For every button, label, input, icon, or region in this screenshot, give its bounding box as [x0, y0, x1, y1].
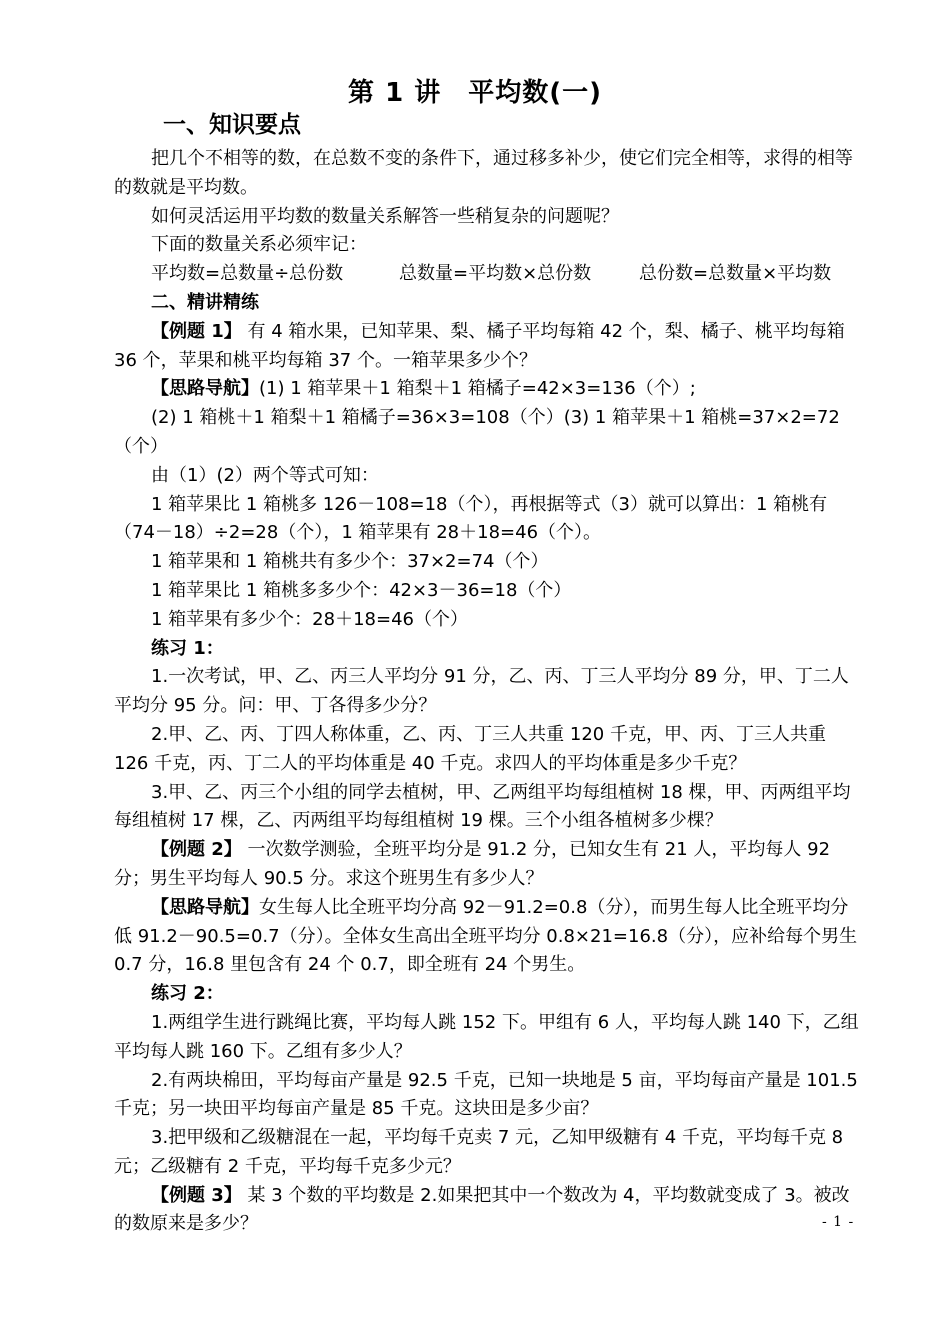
example-3-label: 【例题 3】 [151, 1184, 242, 1206]
section-heading-knowledge: 一、知识要点 [163, 112, 301, 138]
example-2-text: 一次数学测验，全班平均分是 91.2 分，已知女生有 21 人，平均每人 92 分；男生平均每人 90.5 分。求这个班男生有多少人？ [114, 839, 831, 889]
definition-paragraph: 把几个不相等的数，在总数不变的条件下，通过移多补少，使它们完全相等，求得的相等的数就是平均数。 [114, 148, 853, 198]
navigation-2-label: 【思路导航】 [151, 896, 259, 918]
example-2 [114, 836, 862, 894]
document-body [114, 145, 862, 1239]
navigation-1-line-5: 1 箱苹果和 1 箱桃共有多少个：37×2=74（个） [151, 551, 549, 573]
practice-2-item-2: 2.有两块棉田，平均每亩产量是 92.5 千克，已知一块地是 5 亩，平均每亩产量是 101.5 千克；另一块田平均每亩产量是 85 千克。这块田是多少亩？ [114, 1069, 858, 1120]
remember-paragraph: 下面的数量关系必须牢记： [151, 234, 367, 256]
formula-parts: 总份数=总数量×平均数 [639, 263, 832, 285]
navigation-1-line-1: 【思路导航】(1) 1 箱苹果＋1 箱梨＋1 箱橘子=42×3=136（个）; [151, 378, 696, 400]
practice-2-item-1: 1.两组学生进行跳绳比赛，平均每人跳 152 下。甲组有 6 人，平均每人跳 140 下，乙组平均每人跳 160 下。乙组有多少人？ [114, 1011, 859, 1062]
practice-2-label: 练习 2： [151, 983, 224, 1005]
example-3 [114, 1182, 862, 1240]
lecture-title: 第 1 讲 平均数(一) [348, 78, 602, 108]
navigation-1-line-6: 1 箱苹果比 1 箱桃多多少个：42×3－36=18（个） [151, 579, 572, 601]
navigation-1-label: 【思路导航】 [151, 378, 259, 400]
navigation-2 [114, 894, 862, 980]
section-heading-practice: 二、精讲精练 [151, 291, 259, 313]
formula-average: 平均数=总数量÷总份数 [151, 263, 344, 285]
example-3-text: 某 3 个数的平均数是 2.如果把其中一个数改为 4，平均数就变成了 3。被改的数原来是多少？ [114, 1184, 850, 1235]
question-paragraph: 如何灵活运用平均数的数量关系解答一些稍复杂的问题呢？ [151, 205, 619, 227]
page-number: - 1 - [822, 1214, 855, 1230]
navigation-1-line-7: 1 箱苹果有多少个：28＋18=46（个） [151, 608, 468, 630]
formula-row [114, 260, 862, 289]
example-1-text: 有 4 箱水果，已知苹果、梨、橘子平均每箱 42 个，梨、橘子、桃平均每箱 36 个，苹果和桃平均每箱 37 个。一箱苹果多少个？ [114, 320, 845, 371]
practice-1-label: 练习 1： [151, 637, 224, 659]
navigation-1-line-2: (2) 1 箱桃＋1 箱梨＋1 箱橘子=36×3=108（个）(3) 1 箱苹果＋1 箱桃=37×2=72（个） [114, 407, 840, 457]
example-2-label: 【例题 2】 [151, 839, 242, 861]
formula-total: 总数量=平均数×总份数 [399, 263, 592, 285]
practice-1-item-3: 3.甲、乙、丙三个小组的同学去植树，甲、乙两组平均每组植树 18 棵，甲、丙两组平均每组植树 17 棵，乙、丙两组平均每组植树 19 棵。三个小组各植树多少棵？ [114, 781, 851, 832]
example-1 [114, 318, 862, 376]
navigation-1-line-4: 1 箱苹果比 1 箱桃多 126－108=18（个），再根据等式（3）就可以算出：1 箱桃有（74－18）÷2=28（个），1 箱苹果有 28＋18=46（个）。 [114, 493, 828, 544]
practice-1-item-1: 1.一次考试，甲、乙、丙三人平均分 91 分，乙、丙、丁三人平均分 89 分，甲、丁二人平均分 95 分。问：甲、丁各得多少分？ [114, 666, 849, 717]
practice-1-item-2: 2.甲、乙、丙、丁四人称体重，乙、丙、丁三人共重 120 千克，甲、丙、丁三人共重 126 千克，丙、丁二人的平均体重是 40 千克。求四人的平均体重是多少千克？ [114, 723, 826, 774]
navigation-2-text: 女生每人比全班平均分高 92－91.2=0.8（分），而男生每人比全班平均分低 91.2－90.5=0.7（分）。全体女生高出全班平均分 0.8×21=16.8（分），应补给每个男生 0.7 分，16.8 里包含有 24 个 0.7，即全班有 24 个男生。 [114, 896, 858, 976]
navigation-1-line-3: 由（1）(2）两个等式可知： [151, 464, 379, 486]
practice-2-item-3: 3.把甲级和乙级糖混在一起，平均每千克卖 7 元，乙知甲级糖有 4 千克，平均每千克 8 元；乙级糖有 2 千克，平均每千克多少元？ [114, 1127, 844, 1177]
example-1-label: 【例题 1】 [151, 320, 242, 342]
